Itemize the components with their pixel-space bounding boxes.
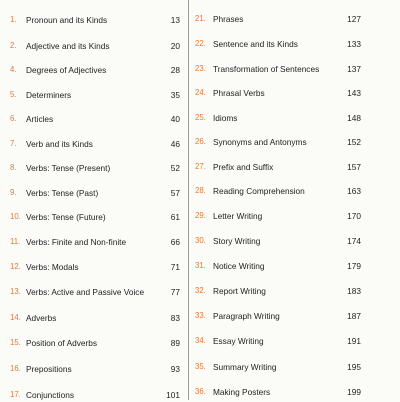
chapter-title: Notice Writing: [213, 261, 265, 271]
chapter-title: Verbs: Finite and Non-finite: [26, 237, 127, 247]
chapter-number: 12.: [10, 262, 21, 271]
chapter-title: Articles: [26, 114, 54, 124]
chapter-title: Transformation of Sentences: [213, 64, 320, 74]
contents-row: [0, 63, 186, 77]
chapter-number: 24.: [195, 88, 206, 97]
page-number: 133: [347, 39, 361, 49]
chapter-number: 29.: [195, 211, 206, 220]
page-number: 183: [347, 286, 361, 296]
page-number: 127: [347, 14, 361, 24]
page-number: 20: [170, 41, 180, 51]
contents-row: [190, 209, 400, 223]
contents-row: [190, 234, 400, 248]
page-number: 35: [170, 90, 180, 100]
chapter-title: Adverbs: [26, 313, 57, 323]
column-divider: [188, 0, 189, 400]
chapter-title: Conjunctions: [26, 390, 74, 400]
contents-row: [0, 336, 186, 350]
chapter-title: Pronoun and its Kinds: [26, 15, 108, 25]
page-number: 57: [170, 188, 180, 198]
contents-row: [0, 88, 186, 102]
chapter-number: 35.: [195, 362, 206, 371]
chapter-number: 7.: [10, 139, 17, 148]
contents-row: [190, 86, 400, 100]
chapter-title: Adjective and its Kinds: [26, 41, 110, 51]
chapter-number: 14.: [10, 313, 21, 322]
chapter-number: 9.: [10, 188, 17, 197]
chapter-number: 13.: [10, 287, 21, 296]
chapter-title: Story Writing: [213, 236, 261, 246]
contents-row: [190, 37, 400, 51]
contents-row: [190, 334, 400, 348]
chapter-title: Verbs: Active and Passive Voice: [26, 287, 145, 297]
contents-row: [0, 362, 186, 376]
chapter-number: 17.: [10, 390, 21, 399]
page-number: 152: [347, 137, 361, 147]
chapter-number: 32.: [195, 286, 206, 295]
chapter-title: Position of Adverbs: [26, 338, 98, 348]
page-number: 143: [347, 88, 361, 98]
page-number: 71: [170, 262, 180, 272]
contents-row: [190, 62, 400, 76]
chapter-title: Synonyms and Antonyms: [213, 137, 307, 147]
page-number: 191: [347, 336, 361, 346]
page-number: 187: [347, 311, 361, 321]
page-number: 195: [347, 362, 361, 372]
chapter-number: 6.: [10, 114, 17, 123]
chapter-number: 28.: [195, 186, 206, 195]
chapter-title: Paragraph Writing: [213, 311, 280, 321]
page-number: 40: [170, 114, 180, 124]
contents-row: [0, 39, 186, 53]
page-number: 170: [347, 211, 361, 221]
chapter-title: Verbs: Tense (Past): [26, 188, 99, 198]
chapter-title: Idioms: [213, 113, 238, 123]
chapter-number: 8.: [10, 163, 17, 172]
contents-row: [0, 311, 186, 325]
chapter-title: Letter Writing: [213, 211, 263, 221]
page-number: 174: [347, 236, 361, 246]
chapter-title: Essay Writing: [213, 336, 264, 346]
chapter-title: Phrases: [213, 14, 244, 24]
chapter-title: Phrasal Verbs: [213, 88, 265, 98]
chapter-number: 34.: [195, 336, 206, 345]
page-number: 101: [166, 390, 180, 400]
chapter-title: Verbs: Tense (Future): [26, 212, 106, 222]
chapter-number: 1.: [10, 15, 17, 24]
page-number: 83: [170, 313, 180, 323]
chapter-title: Prefix and Suffix: [213, 162, 274, 172]
page-number: 77: [170, 287, 180, 297]
page-number: 199: [347, 387, 361, 397]
contents-row: [190, 360, 400, 374]
page-number: 148: [347, 113, 361, 123]
contents-row: [0, 285, 186, 299]
contents-row: [190, 111, 400, 125]
chapter-title: Verbs: Tense (Present): [26, 163, 111, 173]
page-number: 46: [170, 139, 180, 149]
chapter-title: Verb and its Kinds: [26, 139, 93, 149]
chapter-title: Sentence and its Kinds: [213, 39, 298, 49]
chapter-number: 15.: [10, 338, 21, 347]
chapter-title: Prepositions: [26, 364, 72, 374]
contents-row: [0, 13, 186, 27]
contents-row: [0, 112, 186, 126]
chapter-number: 21.: [195, 14, 206, 23]
page-number: 13: [170, 15, 180, 25]
contents-row: [0, 186, 186, 200]
page-number: 66: [170, 237, 180, 247]
page-number: 89: [170, 338, 180, 348]
chapter-number: 16.: [10, 364, 21, 373]
page-number: 179: [347, 261, 361, 271]
page-number: 93: [170, 364, 180, 374]
chapter-number: 30.: [195, 236, 206, 245]
contents-row: [190, 309, 400, 323]
contents-row: [190, 385, 400, 399]
chapter-number: 26.: [195, 137, 206, 146]
chapter-number: 33.: [195, 311, 206, 320]
contents-row: [190, 184, 400, 198]
page-number: 52: [170, 163, 180, 173]
chapter-number: 5.: [10, 90, 17, 99]
chapter-number: 27.: [195, 162, 206, 171]
page-number: 137: [347, 64, 361, 74]
chapter-number: 31.: [195, 261, 206, 270]
chapter-title: Degrees of Adjectives: [26, 65, 107, 75]
contents-row: [190, 284, 400, 298]
page-number: 28: [170, 65, 180, 75]
contents-row: [0, 260, 186, 274]
page-number: 61: [170, 212, 180, 222]
contents-row: [190, 12, 400, 26]
contents-row: [190, 135, 400, 149]
chapter-title: Determiners: [26, 90, 72, 100]
chapter-number: 23.: [195, 64, 206, 73]
chapter-number: 11.: [10, 237, 21, 246]
contents-row: [190, 160, 400, 174]
chapter-number: 2.: [10, 41, 17, 50]
chapter-number: 4.: [10, 65, 17, 74]
chapter-number: 10.: [10, 212, 21, 221]
contents-row: [0, 210, 186, 224]
chapter-number: 36.: [195, 387, 206, 396]
contents-row: [0, 161, 186, 175]
chapter-title: Reading Comprehension: [213, 186, 305, 196]
chapter-number: 25.: [195, 113, 206, 122]
contents-row: [190, 259, 400, 273]
chapter-title: Report Writing: [213, 286, 266, 296]
chapter-number: 22.: [195, 39, 206, 48]
chapter-title: Verbs: Modals: [26, 262, 79, 272]
page-number: 163: [347, 186, 361, 196]
chapter-title: Making Posters: [213, 387, 271, 397]
contents-row: [0, 137, 186, 151]
chapter-title: Summary Writing: [213, 362, 277, 372]
page-number: 157: [347, 162, 361, 172]
contents-row: [0, 235, 186, 249]
